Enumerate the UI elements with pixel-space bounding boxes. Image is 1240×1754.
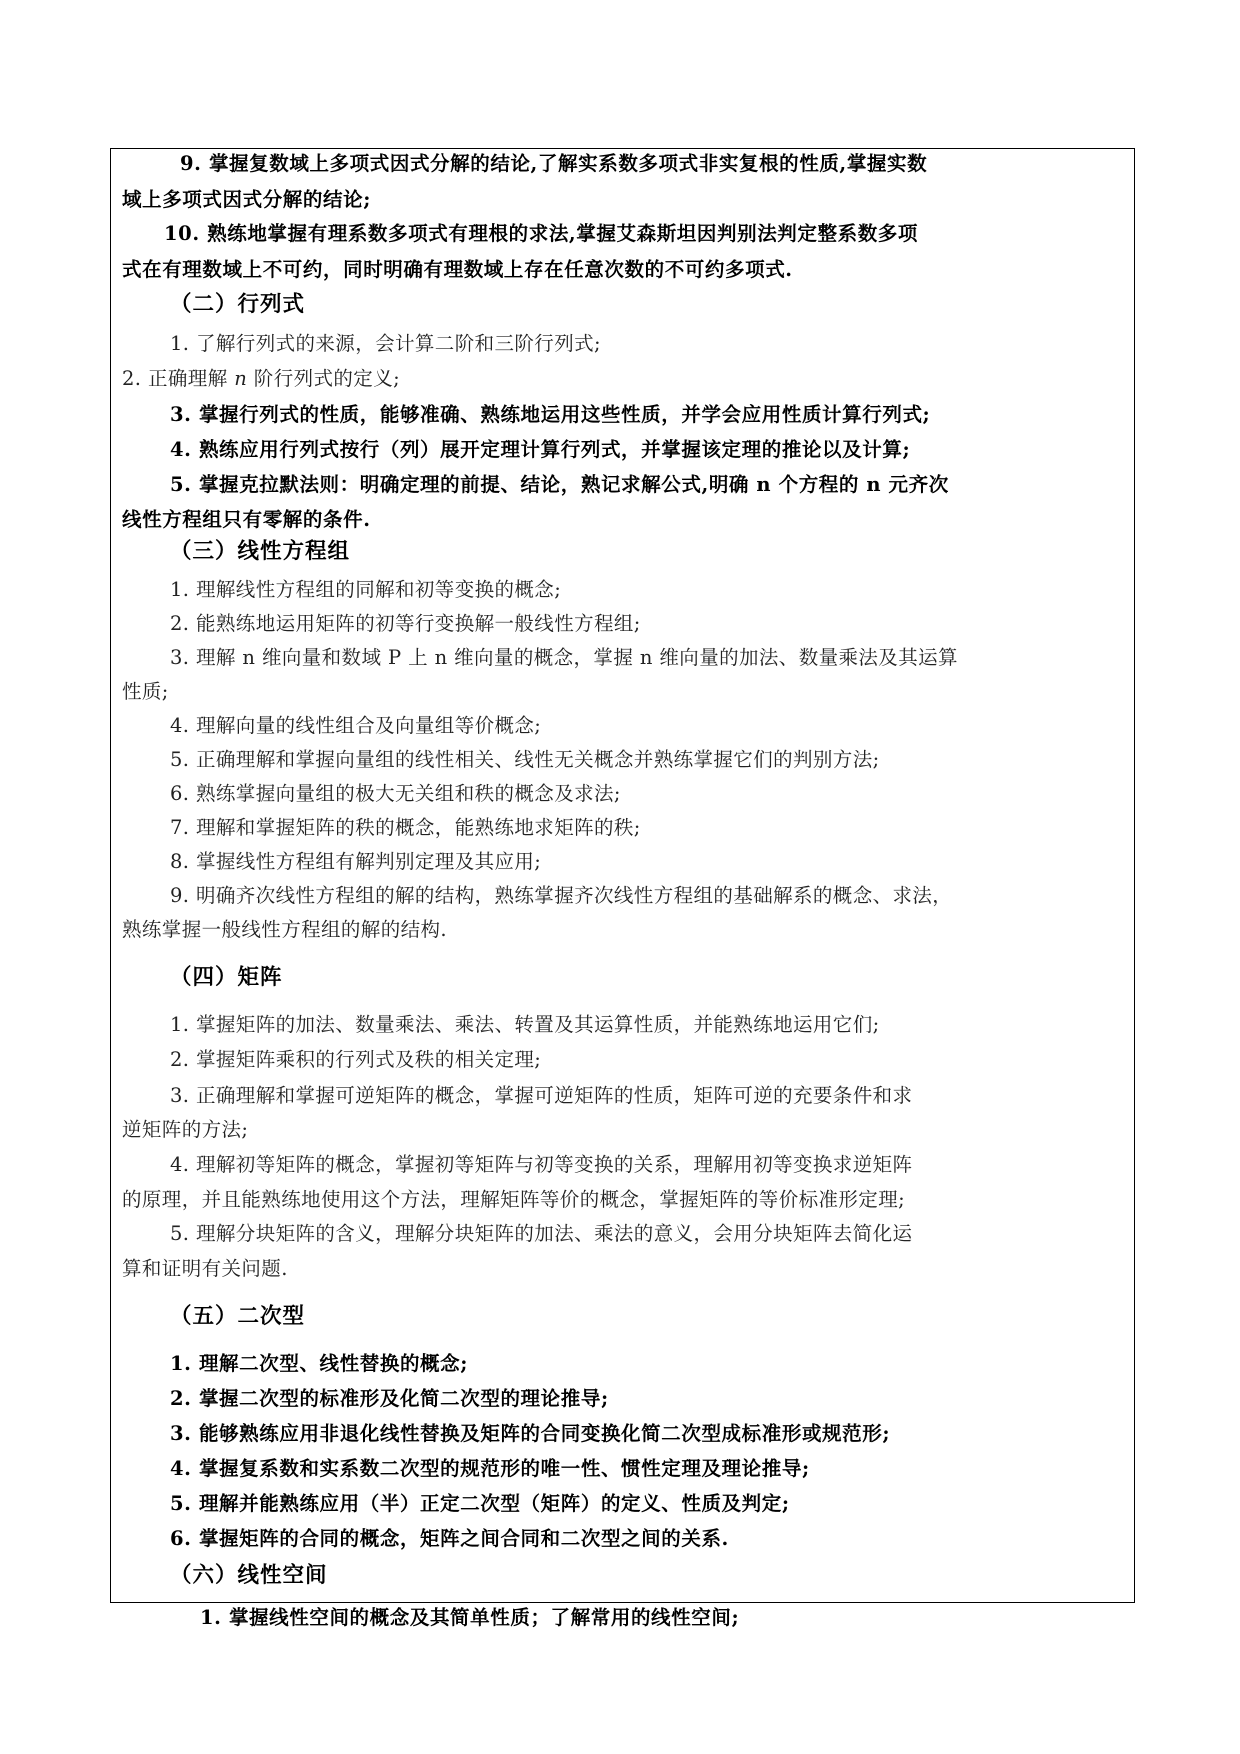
quad-item-2: 2. 掌握二次型的标准形及化简二次型的理论推导; bbox=[170, 1387, 609, 1410]
quad-item-3: 3. 能够熟练应用非退化线性替换及矩阵的合同变换化简二次型成标准形或规范形; bbox=[170, 1422, 891, 1445]
lin-item-1: 1. 理解线性方程组的同解和初等变换的概念; bbox=[170, 578, 562, 601]
det-item-4: 4. 熟练应用行列式按行（列）展开定理计算行列式，并掌握该定理的推论以及计算; bbox=[170, 438, 911, 461]
section-heading-quadratic-forms: （五）二次型 bbox=[170, 1304, 306, 1329]
quad-item-5: 5. 理解并能熟练应用（半）正定二次型（矩阵）的定义、性质及判定; bbox=[170, 1492, 790, 1515]
lin-item-7: 7. 理解和掌握矩阵的秩的概念，能熟练地求矩阵的秩; bbox=[170, 816, 641, 839]
mat-item-4-line2: 的原理，并且能熟练地使用这个方法，理解矩阵等价的概念，掌握矩阵的等价标准形定理; bbox=[122, 1188, 906, 1211]
section-heading-determinants: （二）行列式 bbox=[170, 292, 306, 317]
section-heading-linear-equations: （三）线性方程组 bbox=[170, 539, 351, 564]
mat-item-2: 2. 掌握矩阵乘积的行列式及秩的相关定理; bbox=[170, 1048, 542, 1071]
lin-item-9-line2: 熟练掌握一般线性方程组的解的结构. bbox=[122, 918, 447, 941]
det-item-5-line2: 线性方程组只有零解的条件. bbox=[122, 508, 371, 531]
mat-item-5-line1: 5. 理解分块矩阵的含义，理解分块矩阵的加法、乘法的意义，会用分块矩阵去简化运 bbox=[170, 1222, 913, 1245]
det-item-5-line1: 5. 掌握克拉默法则：明确定理的前提、结论，熟记求解公式,明确 n 个方程的 n 元齐次 bbox=[170, 473, 949, 496]
mat-item-1: 1. 掌握矩阵的加法、数量乘法、乘法、转置及其运算性质，并能熟练地运用它们; bbox=[170, 1013, 880, 1036]
lin-item-6: 6. 熟练掌握向量组的极大无关组和秩的概念及求法; bbox=[170, 782, 621, 805]
section-heading-linear-spaces: （六）线性空间 bbox=[170, 1563, 328, 1588]
det-item-3: 3. 掌握行列式的性质，能够准确、熟练地运用这些性质，并学会应用性质计算行列式; bbox=[170, 403, 931, 426]
det-item-1: 1. 了解行列式的来源，会计算二阶和三阶行列式; bbox=[170, 332, 601, 355]
quad-item-4: 4. 掌握复系数和实系数二次型的规范形的唯一性、惯性定理及理论推导; bbox=[170, 1457, 810, 1480]
mat-item-4-line1: 4. 理解初等矩阵的概念，掌握初等矩阵与初等变换的关系，理解用初等变换求逆矩阵 bbox=[170, 1153, 913, 1176]
poly-item-10-line1: 10. 熟练地掌握有理系数多项式有理根的求法,掌握艾森斯坦因判别法判定整系数多项 bbox=[164, 222, 919, 245]
mat-item-3-line2: 逆矩阵的方法; bbox=[122, 1118, 249, 1141]
quad-item-6: 6. 掌握矩阵的合同的概念，矩阵之间合同和二次型之间的关系. bbox=[170, 1527, 729, 1550]
lin-item-8: 8. 掌握线性方程组有解判别定理及其应用; bbox=[170, 850, 542, 873]
lin-item-2: 2. 能熟练地运用矩阵的初等行变换解一般线性方程组; bbox=[170, 612, 641, 635]
mat-item-5-line2: 算和证明有关问题. bbox=[122, 1257, 288, 1280]
lin-item-3-line1: 3. 理解 n 维向量和数域 P 上 n 维向量的概念，掌握 n 维向量的加法、数量乘法及其运算 bbox=[170, 646, 958, 669]
section-heading-matrices: （四）矩阵 bbox=[170, 965, 283, 990]
space-item-1: 1. 掌握线性空间的概念及其简单性质；了解常用的线性空间; bbox=[200, 1606, 740, 1629]
mat-item-3-line1: 3. 正确理解和掌握可逆矩阵的概念，掌握可逆矩阵的性质，矩阵可逆的充要条件和求 bbox=[170, 1084, 913, 1107]
lin-item-5: 5. 正确理解和掌握向量组的线性相关、线性无关概念并熟练掌握它们的判别方法; bbox=[170, 748, 880, 771]
poly-item-10-line2: 式在有理数域上不可约，同时明确有理数域上存在任意次数的不可约多项式. bbox=[122, 258, 793, 281]
lin-item-9-line1: 9. 明确齐次线性方程组的解的结构，熟练掌握齐次线性方程组的基础解系的概念、求法， bbox=[170, 884, 953, 907]
quad-item-1: 1. 理解二次型、线性替换的概念; bbox=[170, 1352, 469, 1375]
det-item-2: 2. 正确理解 n 阶行列式的定义; bbox=[122, 367, 401, 390]
poly-item-9-line2: 域上多项式因式分解的结论; bbox=[122, 188, 371, 211]
lin-item-3-line2: 性质; bbox=[122, 680, 169, 703]
poly-item-9-line1: 9. 掌握复数域上多项式因式分解的结论,了解实系数多项式非实复根的性质,掌握实数 bbox=[180, 152, 928, 175]
lin-item-4: 4. 理解向量的线性组合及向量组等价概念; bbox=[170, 714, 542, 737]
